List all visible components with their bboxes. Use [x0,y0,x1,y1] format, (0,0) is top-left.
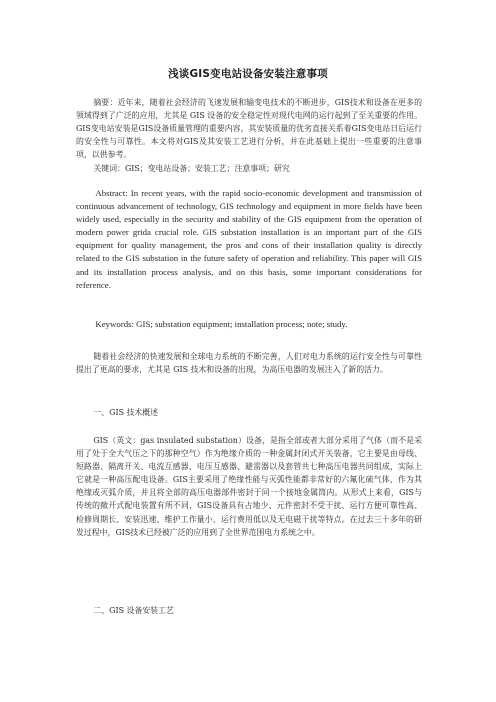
keywords-chinese: 关键词：GIS；变电站设备；安装工艺；注意事项；研究 [93,164,290,173]
keywords-english: Keywords: GIS; substation equipment; installation process; note; study. [95,319,348,329]
section-body-gis-overview: GIS（英文：gas insulated substation）设备，是指全部或者大部分采用了气体（而不是采用了处于全大气压之下的那种空气）作为绝缘介质的一种金属封闭式开关装备，它主要是由母线、短路器、隔离开关、电流互感器、电压互感器、避雷器以及套管共七种高压电器共同组成，实际上它就是一种高压配电设备。GIS主要采用了绝缘性能与灭弧性能都非常好的六氟化硫气体，作为其绝缘或灭弧介质，并且将全部的高压电器部件密封于同一个接地金属筒内。从形式上来看，GIS与传统的敞开式配电装置有所不同，GIS设备具有占地少、元件密封不受干扰、运行方便可靠性高、检修周期长、安装迅速、维护工作量小、运行费用低以及无电磁干扰等特点。在过去三十多年的研发过程中，GIS技术已经被广泛的应用到了全世界范围电力系统之中。 [76,436,422,537]
document-title: 浅谈GIS变电站设备安装注意事项 [168,68,328,80]
section-heading-gis-overview: 一、GIS 技术概述 [93,408,159,417]
abstract-chinese: 摘要：近年来，随着社会经济的飞速发展和输变电技术的不断进步，GIS技术和设备在更多的领域得到了广泛的应用，尤其是 GIS 设备的安全稳定性对现代电网的运行起到了至关重要的作用。GIS变电站安装是GIS设备质量管理的重要内容，其安装质量的优劣直接关系着GIS变电站日后运行的安全性与可靠性。本文将对GIS及其安装工艺进行分析，并在此基础上提出一些重要的注意事项，以供参考。 [76,98,422,160]
abstract-english: Abstract: In recent years, with the rapid socio-economic development and transmission of continuous advancement of technology, GIS technology and equipment in more fields have been widely used, especially in the security and stability of the GIS equipment from the operation of modern power grida crucial role. GIS substation installation is an important part of the GIS equipment for quality management, the pros and cons of their installation quality is directly related to the GIS substation in the future safety of operation and reliability. This paper will GIS and its installation process analysis, and on this basis, some important considerations for reference. [76,188,422,290]
section-heading-installation-process: 二、GIS 设备安装工艺 [93,606,174,615]
introduction-paragraph: 随着社会经济的快速发展和全球电力系统的不断完善，人们对电力系统的运行安全性与可靠性提出了更高的要求，尤其是 GIS 技术和设备的出现，为高压电器的发展注入了新的活力。 [76,352,422,375]
